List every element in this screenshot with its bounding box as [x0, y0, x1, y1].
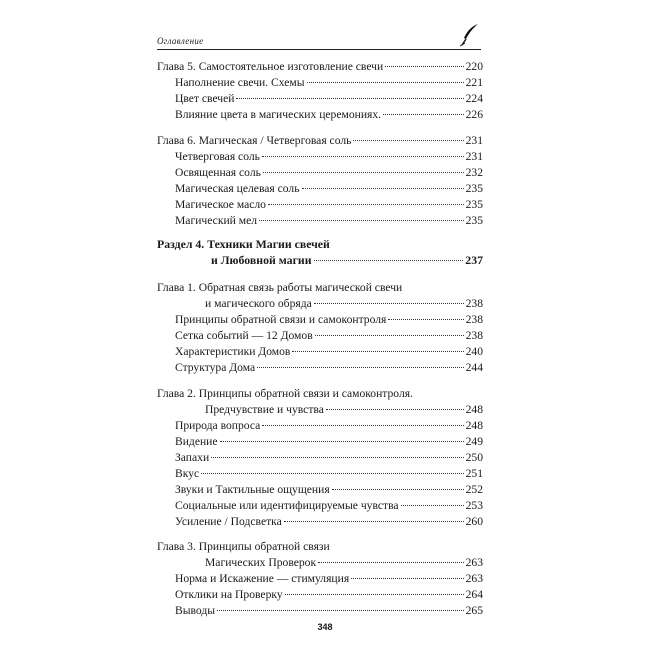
- toc-entry: [175, 327, 483, 344]
- dot-leader: [211, 457, 463, 458]
- entry-label: Звуки и Тактильные ощущения: [175, 483, 330, 496]
- entry-label: Норма и Искажение — стимуляция: [175, 572, 350, 585]
- chapter-title-continued: Магических Проверок: [205, 556, 317, 569]
- page-folio: 348: [317, 622, 333, 632]
- page-number: 260: [465, 515, 483, 528]
- page-number: 252: [465, 483, 483, 496]
- toc-entry: [175, 602, 483, 619]
- dot-leader: [332, 489, 464, 490]
- toc-entry: [175, 586, 483, 603]
- page-number: 240: [465, 345, 483, 358]
- dot-leader: [285, 594, 464, 595]
- page-number: 235: [465, 214, 483, 227]
- toc-entry: [175, 212, 483, 229]
- entry-label: Сетка событий — 12 Домов: [175, 329, 313, 342]
- entry-label: Видение: [175, 435, 218, 448]
- page-number: 235: [465, 198, 483, 211]
- header-rule: [157, 49, 481, 50]
- page-number: 263: [465, 572, 483, 585]
- entry-label: Социальные или идентифицируемые чувства: [175, 499, 399, 512]
- dot-leader: [314, 303, 464, 304]
- page-number: 238: [465, 297, 483, 310]
- page-number: 248: [465, 403, 483, 416]
- entry-label: Запахи: [175, 451, 210, 464]
- entry-label: Структура Дома: [175, 361, 256, 374]
- page-number: 244: [465, 361, 483, 374]
- page-number: 248: [465, 419, 483, 432]
- toc-entry: [175, 481, 483, 498]
- page-number: 220: [465, 60, 483, 73]
- page-number: 221: [465, 76, 483, 89]
- dot-leader: [353, 140, 463, 141]
- page-number: 237: [465, 253, 483, 267]
- page-number: 224: [465, 92, 483, 105]
- dot-leader: [315, 335, 464, 336]
- entry-label: Четверговая соль: [175, 150, 260, 163]
- page-number: 265: [465, 604, 483, 617]
- dot-leader: [385, 66, 463, 67]
- dot-leader: [220, 441, 464, 442]
- dot-leader: [401, 505, 464, 506]
- toc-entry: [175, 449, 483, 466]
- section-title-continued: и Любовной магии: [211, 253, 312, 267]
- toc-chapter-3: [205, 554, 483, 571]
- toc-entry: [175, 433, 483, 450]
- chapter-title: Глава 1. Обратная связь работы магической свечи: [157, 281, 403, 294]
- dot-leader: [314, 260, 464, 261]
- page-number: 226: [465, 108, 483, 121]
- entry-label: Магический мел: [175, 214, 258, 227]
- entry-label: Магическая целевая соль: [175, 182, 300, 195]
- toc-chapter-6: [157, 132, 483, 149]
- toc-entry: [175, 74, 483, 91]
- chapter-title: Глава 3. Принципы обратной связи: [157, 540, 330, 553]
- dot-leader: [263, 172, 464, 173]
- quill-icon: [456, 22, 482, 48]
- page-number: 249: [465, 435, 483, 448]
- chapter-title: Глава 5. Самостоятельное изготовление свечи: [157, 60, 384, 73]
- dot-leader: [284, 521, 464, 522]
- toc-section-4: [211, 252, 483, 269]
- toc-entry: [175, 513, 483, 530]
- entry-label: Магическое масло: [175, 198, 266, 211]
- toc-entry: [175, 196, 483, 213]
- toc-entry: [175, 180, 483, 197]
- dot-leader: [318, 562, 464, 563]
- chapter-title: Глава 2. Принципы обратной связи и самоконтроля.: [157, 387, 413, 400]
- dot-leader: [302, 188, 464, 189]
- dot-leader: [351, 578, 463, 579]
- page-number: 253: [465, 499, 483, 512]
- entry-label: Природа вопроса: [175, 419, 261, 432]
- entry-label: Цвет свечей: [175, 92, 235, 105]
- toc-entry: [175, 164, 483, 181]
- page-number: 232: [465, 166, 483, 179]
- entry-label: Выводы: [175, 604, 216, 617]
- toc-entry: [175, 570, 483, 587]
- page-number: 264: [465, 588, 483, 601]
- chapter-title-continued: Предчувствие и чувства: [205, 403, 324, 416]
- page-number: 250: [465, 451, 483, 464]
- entry-label: Принципы обратной связи и самоконтроля: [175, 313, 387, 326]
- dot-leader: [326, 409, 464, 410]
- dot-leader: [262, 425, 463, 426]
- entry-label: Вкус: [175, 467, 200, 480]
- page-number: 231: [465, 150, 483, 163]
- toc-entry: [175, 90, 483, 107]
- toc-entry: [175, 343, 483, 360]
- page-number: 231: [465, 134, 483, 147]
- dot-leader: [262, 156, 464, 157]
- dot-leader: [236, 98, 463, 99]
- toc-entry: [175, 148, 483, 165]
- page-number: 238: [465, 329, 483, 342]
- dot-leader: [201, 473, 463, 474]
- entry-label: Влияние цвета в магических церемониях.: [175, 108, 382, 121]
- toc-chapter-2: [205, 401, 483, 418]
- chapter-title-continued: и магического обряда: [205, 297, 312, 310]
- toc-chapter-5: [157, 58, 483, 75]
- entry-label: Отклики на Проверку: [175, 588, 283, 601]
- page-number: 263: [465, 556, 483, 569]
- dot-leader: [383, 114, 464, 115]
- section-title: Раздел 4. Техники Магии свечей: [157, 237, 330, 251]
- dot-leader: [388, 319, 463, 320]
- dot-leader: [307, 82, 464, 83]
- dot-leader: [292, 351, 463, 352]
- dot-leader: [217, 610, 464, 611]
- page-number: 251: [465, 467, 483, 480]
- toc-entry: [175, 497, 483, 514]
- page-number: 235: [465, 182, 483, 195]
- chapter-title: Глава 6. Магическая / Четверговая соль: [157, 134, 352, 147]
- entry-label: Усиление / Подсветка: [175, 515, 282, 528]
- dot-leader: [257, 367, 463, 368]
- running-header: Оглавление: [157, 36, 204, 46]
- dot-leader: [268, 204, 464, 205]
- page-number: 238: [465, 313, 483, 326]
- toc-entry: [175, 417, 483, 434]
- toc-entry: [175, 106, 483, 123]
- toc-entry: [175, 311, 483, 328]
- toc-chapter-1: [205, 295, 483, 312]
- toc-entry: [175, 359, 483, 376]
- entry-label: Наполнение свечи. Схемы: [175, 76, 305, 89]
- dot-leader: [259, 220, 464, 221]
- toc-entry: [175, 465, 483, 482]
- entry-label: Освященная соль: [175, 166, 261, 179]
- entry-label: Характеристики Домов: [175, 345, 291, 358]
